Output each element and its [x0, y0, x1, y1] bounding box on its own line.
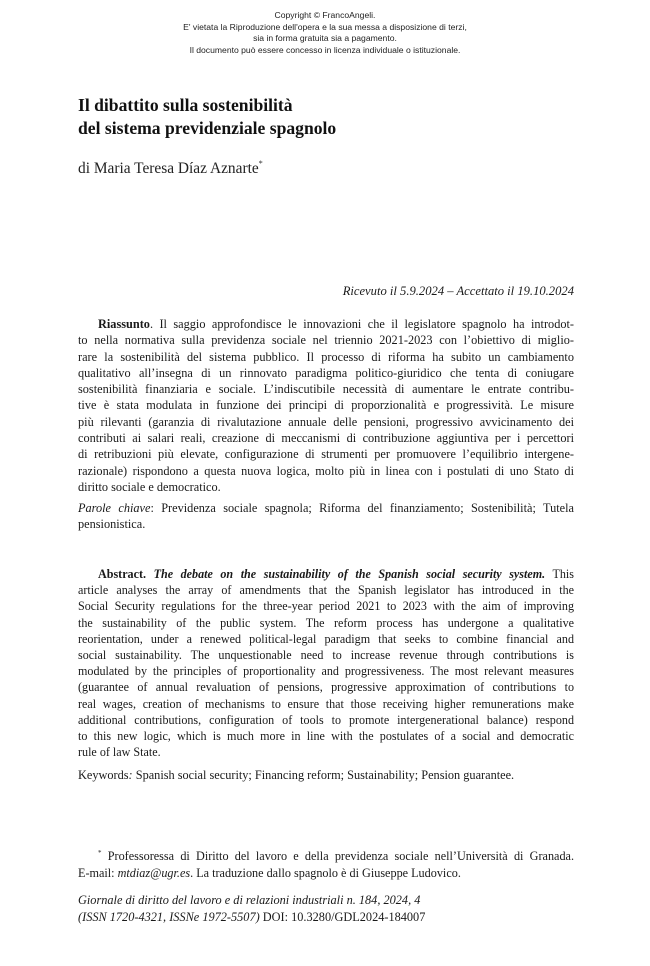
article-title	[78, 94, 578, 139]
title-line: del sistema previdenziale spagnolo	[78, 117, 337, 138]
abstract-label: Abstract.	[98, 567, 147, 581]
abstract-line: Social Security regulations for the three-year period 2021 to 2023 with the aim of improving	[78, 599, 574, 614]
email-link[interactable]: mtdiaz@ugr.es	[117, 866, 191, 880]
abstract-subtitle: The debate on the sustainability of the Spanish social security system.	[153, 567, 546, 581]
abstract-line: rule of law State.	[78, 745, 161, 760]
abstract-line: (guarantee of annual revaluation of pensions, progressive approximation of contributions to	[78, 680, 574, 695]
abstract-section	[78, 566, 574, 760]
abstract-line: the sustainability of the public system. The reform process has undergone a qualitative	[78, 615, 574, 630]
author-footnote-marker[interactable]: *	[258, 159, 263, 168]
footnote-marker: *	[98, 849, 102, 857]
keywords-section	[78, 767, 574, 783]
footnote-line: E-mail: mtdiaz@ugr.es. La traduzione dallo spagnolo è di Giuseppe Ludovico.	[78, 866, 461, 880]
riassunto-line: razionale) rispondono a questa nuova logica, molto più in linea con i postulati di uno Stato di	[78, 463, 574, 478]
copyright-line: sia in forma gratuita sia a pagamento.	[253, 33, 397, 43]
riassunto-line: sostenibilità finanziaria e sociale. L’indiscutibile necessità di aumentare le entrate contribu-	[78, 382, 574, 397]
journal-citation	[78, 892, 574, 926]
riassunto-line: qualitativo all’insegna di un rinnovato paradigma politico-giuridico che tenta di coniugare	[78, 365, 574, 380]
abstract-line: social sustainability. The unquestionable need to increase revenue through contributions is	[78, 648, 574, 663]
riassunto-line: tive è stata modulata in funzione dei principi di proporzionalità e progressività. Le misure	[78, 398, 574, 413]
abstract-line: modulated by the principles of proportionality and progressiveness. The most relevant measures	[78, 664, 574, 679]
copyright-line: Copyright © FrancoAngeli.	[274, 10, 376, 20]
journal-line: Giornale di diritto del lavoro e di relazioni industriali n. 184, 2024, 4	[78, 893, 421, 907]
keywords-line: Keywords: Spanish social security; Financing reform; Sustainability; Pension guarantee.	[78, 768, 515, 782]
parole-chiave-section	[78, 500, 574, 533]
riassunto-label: Riassunto	[98, 317, 150, 331]
riassunto-section	[78, 316, 574, 495]
author-line	[78, 159, 263, 179]
journal-doi[interactable]: DOI: 10.3280/GDL2024-184007	[259, 910, 426, 924]
riassunto-line: più rilevanti (garanzia di rivalutazione annuale delle pensioni, progressivo avvicinamento dei	[78, 414, 574, 429]
journal-line	[78, 909, 574, 926]
riassunto-line: di retribuzioni più elevate, configurazione di strumenti per promuovere l’equilibrio intergene-	[78, 447, 574, 462]
abstract-line: additional contributions, configuration of tools to promote intergenerational balance) respond	[78, 712, 574, 727]
riassunto-line: diritto sociale e democratico.	[78, 479, 221, 494]
author-footnote	[78, 848, 574, 882]
copyright-line: Il documento può essere concesso in licenza individuale o istituzionale.	[189, 44, 461, 55]
abstract-line: article analyses the array of amendments that the Spanish legislator has introduced in the	[78, 583, 574, 598]
footnote-line: * Professoressa di Diritto del lavoro e della previdenza sociale nell’Università di Granada.	[98, 849, 574, 863]
riassunto-line: contributi ai salari reali, creazione di meccanismi di contribuzione aggiuntiva per i percettori	[78, 431, 574, 446]
title-line: Il dibattito sulla sostenibilità	[78, 95, 293, 115]
abstract-line: real wages, creation of mechanisms to ensure that those receiving higher remunerations make	[78, 696, 574, 711]
riassunto-line: rare la sostenibilità del sistema pubblico. Il processo di riforma ha subito un cambiamento	[78, 349, 574, 364]
parole-chiave-label: Parole chiave	[78, 501, 151, 515]
riassunto-line: to nella normativa sulla previdenza sociale nel triennio 2021-2023 con l’obiettivo di miglio-	[78, 333, 574, 348]
copyright-notice	[0, 10, 650, 56]
received-accepted-dates: Ricevuto il 5.9.2024 – Accettato il 19.10.2024	[342, 284, 574, 298]
copyright-line: E' vietata la Riproduzione dell'opera e la sua messa a disposizione di terzi,	[183, 21, 467, 32]
abstract-line: Abstract. The debate on the sustainability of the Spanish social security system. This	[98, 567, 574, 581]
parole-chiave-line: pensionistica.	[78, 517, 146, 532]
journal-issn: (ISSN 1720-4321, ISSNe 1972-5507)	[78, 910, 260, 924]
parole-chiave-line: Parole chiave: Previdenza sociale spagnola; Riforma del finanziamento; Sostenibilità; Tutela	[78, 501, 574, 515]
abstract-line: reorientation, under a renewed political-legal paradigm that seeks to combine financial and	[78, 631, 574, 646]
author-name: di Maria Teresa Díaz Aznarte	[78, 160, 259, 177]
abstract-line: to this new logic, which is much more in line with the postulates of a social and democratic	[78, 729, 574, 744]
keywords-label: Keywords	[78, 768, 129, 782]
riassunto-line: Riassunto. Il saggio approfondisce le innovazioni che il legislatore spagnolo ha introdot-	[98, 317, 574, 331]
